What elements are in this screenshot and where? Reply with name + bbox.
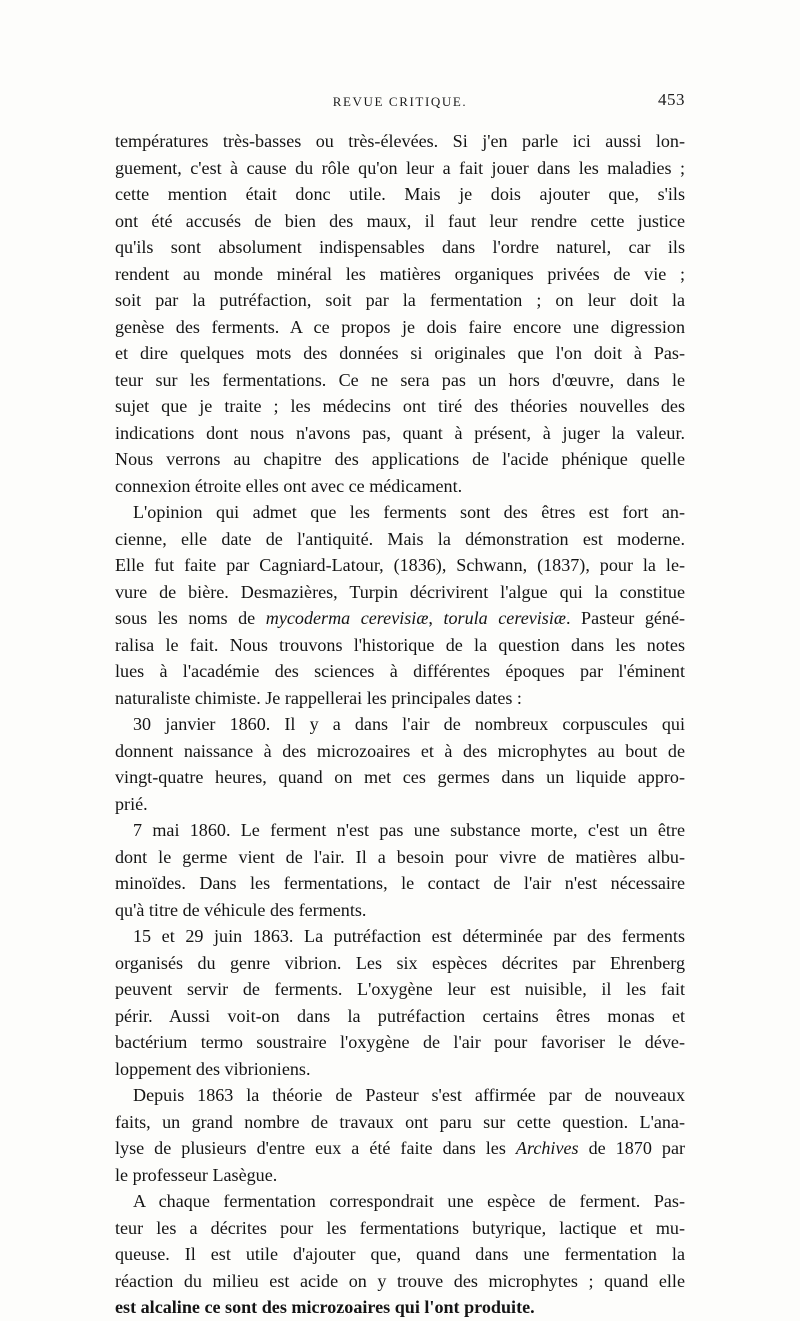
text-line: rendent au monde minéral les matières organiques privées de vie ; xyxy=(115,263,685,284)
text-line: sujet que je traite ; les médecins ont tiré des théories nouvelles des xyxy=(115,396,685,416)
running-header xyxy=(115,88,685,118)
text-line: teur sur les fermentations. Ce ne sera pas un hors d'œuvre, dans le xyxy=(115,369,685,390)
text-line: faits, un grand nombre de travaux ont paru sur cette question. L'ana- xyxy=(115,1111,685,1132)
text-line: vure de bière. Desmazières, Turpin décrivirent l'algue qui la constitue xyxy=(115,581,685,602)
text-line: le professeur Lasègue. xyxy=(115,1164,278,1185)
paragraph-start-line: Depuis 1863 la théorie de Pasteur s'est affirmée par de nouveaux xyxy=(133,1085,685,1105)
italic-term: torula cerevisiæ xyxy=(443,608,566,628)
text-fragment: . Pasteur géné- xyxy=(565,608,685,628)
text-line: connexion étroite elles ont avec ce médicament. xyxy=(115,475,463,496)
page-number: 453 xyxy=(658,90,685,109)
text-line: naturaliste chimiste. Je rappellerai les principales dates : xyxy=(115,687,522,708)
text-line: loppement des vibrioniens. xyxy=(115,1058,311,1079)
text-line-mixed xyxy=(115,1135,685,1162)
text-line: guement, c'est à cause du rôle qu'on leur a fait jouer dans les maladies ; xyxy=(115,157,685,178)
text-line: queuse. Il est utile d'ajouter que, quand dans une fermentation la xyxy=(115,1244,685,1264)
text-line: prié. xyxy=(115,793,148,814)
text-line: qu'ils sont absolument indispensables dans l'ordre naturel, car ils xyxy=(115,237,685,257)
text-line: peuvent servir de ferments. L'oxygène leur est nuisible, il les fait xyxy=(115,979,685,999)
text-line: donnent naissance à des microzoaires et à des microphytes au bout de xyxy=(115,740,685,761)
text-line: températures très-basses ou très-élevées. Si j'en parle ici aussi lon- xyxy=(115,131,685,151)
text-line: teur les a décrites pour les fermentations butyrique, lactique et mu- xyxy=(115,1217,685,1238)
text-line: organisés du genre vibrion. Les six espèces décrites par Ehrenberg xyxy=(115,952,685,973)
text-line: et dire quelques mots des données si originales que l'on doit à Pas- xyxy=(115,343,685,363)
text-fragment: sous les noms de xyxy=(115,608,256,628)
text-line: dont le germe vient de l'air. Il a besoin pour vivre de matières albu- xyxy=(115,846,685,867)
text-line: genèse des ferments. A ce propos je dois faire encore une digression xyxy=(115,316,685,337)
text-line: Elle fut faite par Cagniard-Latour, (1836), Schwann, (1837), pour la le- xyxy=(115,555,685,575)
paragraph-start-line: A chaque fermentation correspondrait une espèce de ferment. Pas- xyxy=(133,1191,685,1211)
paragraph-start-line: 15 et 29 juin 1863. La putréfaction est déterminée par des ferments xyxy=(133,926,685,946)
text-fragment: , xyxy=(428,608,444,628)
text-line: périr. Aussi voit-on dans la putréfaction certains êtres monas et xyxy=(115,1005,685,1026)
text-line: ont été accusés de bien des maux, il faut leur rendre cette justice xyxy=(115,210,685,231)
text-line: qu'à titre de véhicule des ferments. xyxy=(115,899,367,920)
running-title: REVUE CRITIQUE. xyxy=(332,94,468,109)
italic-term: mycoderma cerevisiæ xyxy=(265,608,429,628)
text-line: indications dont nous n'avons pas, quant à présent, à juger la valeur. xyxy=(115,422,685,443)
text-fragment: lyse de plusieurs d'entre eux a été faite dans les xyxy=(115,1138,506,1158)
text-line: réaction du milieu est acide on y trouve des microphytes ; quand elle xyxy=(115,1270,685,1291)
text-line: ralisa le fait. Nous trouvons l'historique de la question dans les notes xyxy=(115,634,685,655)
text-fragment: de 1870 par xyxy=(578,1138,685,1158)
italic-term: Archives xyxy=(515,1138,579,1158)
text-line: cienne, elle date de l'antiquité. Mais la démonstration est moderne. xyxy=(115,528,685,549)
text-line: Nous verrons au chapitre des applications de l'acide phénique quelle xyxy=(115,449,685,469)
text-line: cette mention était donc utile. Mais je dois ajouter que, s'ils xyxy=(115,184,685,204)
paragraph-start-line: L'opinion qui admet que les ferments sont des êtres est fort an- xyxy=(133,502,685,522)
paragraph-start-line: 30 janvier 1860. Il y a dans l'air de nombreux corpuscules qui xyxy=(133,714,685,734)
text-line: minoïdes. Dans les fermentations, le contact de l'air n'est nécessaire xyxy=(115,873,685,893)
text-line: bactérium termo soustraire l'oxygène de l'air pour favoriser le déve- xyxy=(115,1032,685,1052)
text-line: lues à l'académie des sciences à différentes époques par l'éminent xyxy=(115,661,685,681)
text-line-bold: est alcaline ce sont des microzoaires qui l'ont produite. xyxy=(115,1297,535,1317)
text-line-mixed xyxy=(115,605,685,632)
text-line: soit par la putréfaction, soit par la fermentation ; on leur doit la xyxy=(115,290,685,310)
text-line: vingt-quatre heures, quand on met ces germes dans un liquide appro- xyxy=(115,767,685,787)
body-text xyxy=(115,128,685,1321)
paragraph-start-line: 7 mai 1860. Le ferment n'est pas une substance morte, c'est un être xyxy=(133,820,685,840)
